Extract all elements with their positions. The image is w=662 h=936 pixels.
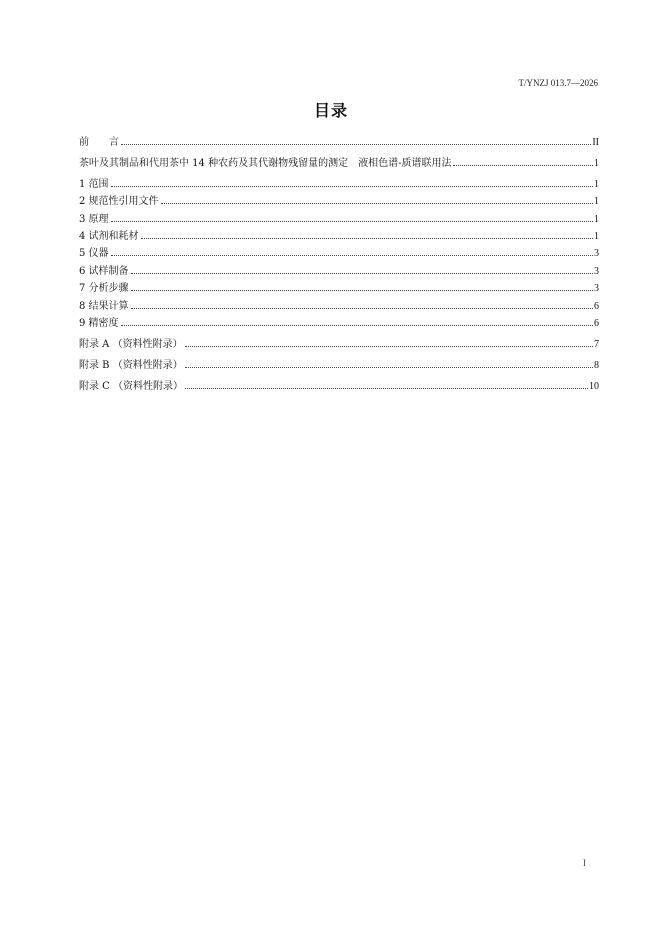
toc-leader-dots [185,388,588,389]
toc-entry-page: 6 [594,317,599,329]
toc-entry-label: 前 言 [79,137,119,148]
toc-leader-dots [141,238,593,239]
toc-entry-page: 3 [594,265,599,277]
toc-entry-section-7[interactable] [79,280,599,297]
table-of-contents [79,134,599,395]
toc-entry-label: 9 精密度 [79,317,119,329]
toc-leader-dots [185,367,593,368]
toc-entry-appendix-b[interactable] [79,357,599,374]
toc-leader-dots [131,273,593,274]
toc-entry-section-6[interactable] [79,263,599,280]
toc-entry-label: 茶叶及其制品和代用茶中 14 种农药及其代谢物残留量的测定 液相色谱-质谱联用法 [79,157,452,169]
toc-entry-section-1[interactable] [79,176,599,193]
toc-entry-page: 1 [594,178,599,190]
toc-title: 目录 [313,101,348,120]
page-number: I [583,858,586,868]
document-code: T/YNZJ 013.7—2026 [518,78,598,88]
toc-entry-section-4[interactable] [79,228,599,245]
toc-entry-page: 7 [594,338,599,350]
toc-leader-dots [453,165,593,166]
toc-leader-dots [111,186,593,187]
toc-entry-label: 3 原理 [79,213,109,225]
toc-entry-label: 5 仪器 [79,248,109,260]
toc-leader-dots [131,308,593,309]
toc-entry-page: 1 [594,230,599,242]
toc-leader-dots [131,290,593,291]
toc-entry-appendix-a[interactable] [79,336,599,353]
toc-leader-dots [121,325,593,326]
toc-entry-label: 附录 B （资料性附录） [79,359,183,371]
toc-entry-section-2[interactable] [79,193,599,210]
toc-entry-section-3[interactable] [79,211,599,228]
toc-entry-main-title[interactable] [79,155,599,172]
toc-entry-label: 8 结果计算 [79,300,129,312]
toc-leader-dots [161,203,593,204]
toc-entry-page: 1 [594,213,599,225]
toc-leader-dots [121,144,591,145]
toc-entry-page: 1 [594,157,599,169]
toc-entry-section-5[interactable] [79,245,599,262]
toc-entry-label: 附录 A （资料性附录） [79,338,183,350]
toc-entry-page: 8 [594,359,599,371]
toc-entry-label: 附录 C （资料性附录） [79,380,184,392]
toc-entry-page: II [592,137,599,148]
toc-entry-label: 7 分析步骤 [79,283,129,295]
toc-entry-section-8[interactable] [79,298,599,315]
toc-leader-dots [111,255,593,256]
toc-entry-section-9[interactable] [79,315,599,332]
toc-entry-page: 6 [594,300,599,312]
toc-leader-dots [111,221,593,222]
toc-entry-label: 1 范围 [79,178,109,190]
toc-leader-dots [185,346,593,347]
toc-entry-page: 10 [589,380,599,392]
toc-entry-page: 1 [594,196,599,208]
toc-entry-page: 3 [594,248,599,260]
toc-entry-page: 3 [594,283,599,295]
toc-entry-preface[interactable] [79,134,599,151]
toc-entry-label: 4 试剂和耗材 [79,230,139,242]
toc-entry-label: 2 规范性引用文件 [79,196,159,208]
toc-entry-label: 6 试样制备 [79,265,129,277]
toc-entry-appendix-c[interactable] [79,378,599,395]
